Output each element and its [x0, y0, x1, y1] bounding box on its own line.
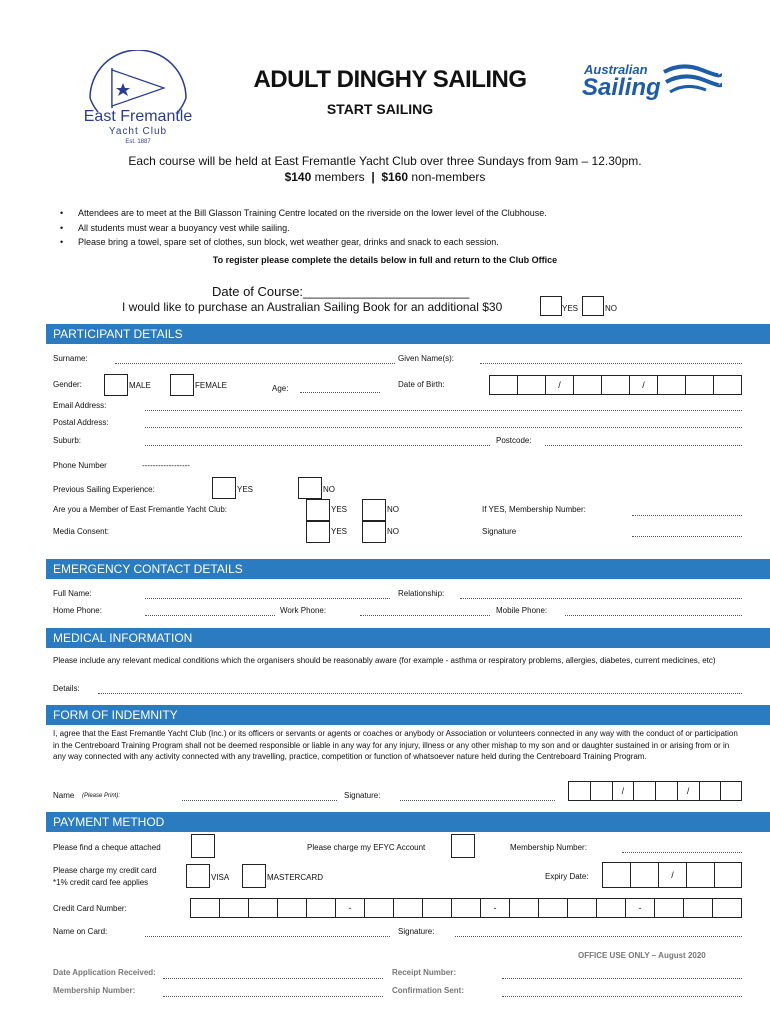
details-field[interactable]	[98, 693, 742, 694]
membership-number-field[interactable]	[632, 515, 742, 516]
list-item: • Attendees are to meet at the Bill Glasson Training Centre located on the riverside on the lower level of the Clubhouse.	[66, 206, 547, 221]
payment-signature-label: Signature:	[398, 927, 435, 936]
home-phone-label: Home Phone:	[53, 606, 102, 615]
member-no-label: NO	[387, 505, 399, 514]
age-label: Age:	[272, 384, 289, 393]
postcode-label: Postcode:	[496, 436, 532, 445]
date-received-field	[163, 978, 383, 979]
waves-icon	[662, 62, 722, 98]
postal-field[interactable]	[145, 427, 742, 428]
female-checkbox[interactable]	[170, 374, 194, 396]
indemnity-name-label: Name	[53, 791, 75, 800]
postcode-field[interactable]	[545, 445, 742, 446]
participant-signature-label: Signature	[482, 527, 517, 536]
male-checkbox[interactable]	[104, 374, 128, 396]
visa-label: VISA	[211, 873, 230, 882]
mobile-phone-field[interactable]	[565, 615, 742, 616]
book-yes-checkbox[interactable]	[540, 296, 562, 316]
non-label: non-members	[411, 170, 486, 184]
mastercard-checkbox[interactable]	[242, 864, 266, 888]
payment-membership-label: Membership Number:	[510, 843, 587, 852]
given-label: Given Name(s):	[398, 354, 455, 363]
payment-signature-field[interactable]	[455, 936, 742, 937]
media-no-label: NO	[387, 527, 399, 536]
media-yes-label: YES	[331, 527, 348, 536]
indemnity-text: I, agree that the East Fremantle Yacht Club (Inc.) or its officers or servants or agents or coaches or anybody or Association or volunteers connected in any way with the conduct of or participation in the Centreboard Training Program shall not be deemed responsible or liable in any way for any injury, illness or any other mishap to my son and or daughter sustained in or arising from or in any way connected with any activity connected with any travelling, practice, competition or function of whatsoever nature held during the Centreboard Training Program.	[53, 729, 738, 761]
intro-prices	[40, 170, 730, 184]
payment-membership-field[interactable]	[622, 852, 742, 853]
book-yes-label: YES	[562, 304, 579, 313]
club-tagline: Est. 1887	[125, 139, 151, 145]
page-title: ADULT DINGHY SAILING	[253, 66, 527, 93]
office-membership-field	[163, 996, 383, 997]
efyc-checkbox[interactable]	[451, 834, 475, 858]
intro-text: Each course will be held at East Fremantle Yacht Club over three Sundays from 9am – 12.30pm.	[128, 154, 642, 168]
gender-label: Gender:	[53, 380, 82, 389]
prev-no-checkbox[interactable]	[298, 477, 322, 499]
prev-yes-checkbox[interactable]	[212, 477, 236, 499]
media-label: Media Consent:	[53, 527, 110, 536]
price-non: $160	[381, 170, 409, 184]
postal-label: Postal Address:	[53, 418, 109, 427]
suburb-field[interactable]	[145, 445, 490, 446]
member-yes-checkbox[interactable]	[306, 499, 330, 521]
instruction-list	[66, 206, 547, 250]
home-phone-field[interactable]	[145, 615, 275, 616]
prev-yes-label: YES	[237, 485, 254, 494]
office-use-title: OFFICE USE ONLY – August 2020	[578, 951, 706, 960]
date-of-course[interactable]: Date of Course:_______________________	[212, 284, 470, 299]
book-no-checkbox[interactable]	[582, 296, 604, 316]
partner-line1: Australian	[584, 62, 648, 77]
if-yes-label: If YES, Membership Number:	[482, 505, 586, 514]
print-note: (Please Print):	[82, 793, 121, 799]
name-card-label: Name on Card:	[53, 927, 108, 936]
payment-header: PAYMENT METHOD	[46, 812, 770, 832]
card-label-1: Please charge my credit card	[53, 866, 157, 875]
prev-no-label: NO	[323, 485, 335, 494]
full-name-label: Full Name:	[53, 589, 92, 598]
price-sep: |	[371, 170, 375, 184]
slash: /	[678, 782, 700, 800]
list-item: • All students must wear a buoyancy vest while sailing.	[66, 221, 547, 236]
male-label: MALE	[129, 381, 151, 390]
club-name: East Fremantle	[83, 108, 193, 125]
cheque-checkbox[interactable]	[191, 834, 215, 858]
page-subtitle: START SAILING	[326, 101, 434, 117]
club-name-2: Yacht Club	[108, 126, 168, 137]
visa-checkbox[interactable]	[186, 864, 210, 888]
expiry-label: Expiry Date:	[545, 872, 589, 881]
phone-label: Phone Number	[53, 461, 107, 470]
participant-header: PARTICIPANT DETAILS	[46, 324, 770, 344]
indemnity-signature-label: Signature:	[344, 791, 381, 800]
work-phone-label: Work Phone:	[280, 606, 327, 615]
slash: /	[630, 376, 658, 394]
receipt-label: Receipt Number:	[392, 968, 457, 977]
price-members: $140	[284, 170, 312, 184]
efyc-label: Please charge my EFYC Account	[307, 843, 426, 852]
medical-text: Please include any relevant medical conditions which the organisers should be reasonably aware (for example - asthma or respiratory problems, allergies, diabetes, current medicines, etc)	[53, 656, 716, 665]
dash: -	[336, 899, 365, 917]
partner-line2: Sailing	[582, 74, 661, 101]
indemnity-header: FORM OF INDEMNITY	[46, 705, 770, 725]
mastercard-label: MASTERCARD	[267, 873, 324, 882]
female-label: FEMALE	[195, 381, 228, 390]
mobile-phone-label: Mobile Phone:	[496, 606, 548, 615]
confirmation-field	[502, 996, 742, 997]
surname-label: Surname:	[53, 354, 88, 363]
name-card-field[interactable]	[145, 936, 390, 937]
prev-exp-label: Previous Sailing Experience:	[53, 485, 155, 494]
member-no-checkbox[interactable]	[362, 499, 386, 521]
list-item: • Please bring a towel, spare set of clothes, sun block, wet weather gear, drinks and snack to each session.	[66, 235, 547, 250]
work-phone-field[interactable]	[360, 615, 490, 616]
relationship-label: Relationship:	[398, 589, 445, 598]
email-field[interactable]	[145, 410, 742, 411]
slash: /	[613, 782, 635, 800]
phone-field[interactable]: ------------------	[142, 461, 190, 470]
dash: -	[626, 899, 655, 917]
media-no-checkbox[interactable]	[362, 521, 386, 543]
full-name-field[interactable]	[145, 598, 390, 599]
medical-header: MEDICAL INFORMATION	[46, 628, 770, 648]
indemnity-name-field[interactable]	[182, 800, 337, 801]
dob-label: Date of Birth:	[398, 380, 445, 389]
age-field[interactable]	[300, 392, 380, 393]
dash: -	[481, 899, 510, 917]
slash: /	[659, 863, 687, 887]
relationship-field[interactable]	[460, 598, 742, 599]
receipt-field	[502, 978, 742, 979]
expiry-field[interactable]	[602, 862, 742, 888]
register-note: To register please complete the details below in full and return to the Club Office	[212, 255, 558, 265]
members-label: members	[314, 170, 365, 184]
media-yes-checkbox[interactable]	[306, 521, 330, 543]
slash: /	[546, 376, 574, 394]
suburb-label: Suburb:	[53, 436, 82, 445]
office-membership-label: Membership Number:	[53, 986, 136, 995]
confirmation-label: Confirmation Sent:	[392, 986, 464, 995]
member-yes-label: YES	[331, 505, 348, 514]
ccn-field[interactable]	[190, 898, 742, 918]
details-label: Details:	[53, 684, 80, 693]
emergency-header: EMERGENCY CONTACT DETAILS	[46, 559, 770, 579]
ccn-label: Credit Card Number:	[53, 904, 127, 913]
book-no-label: NO	[605, 304, 617, 313]
book-question: I would like to purchase an Australian Sailing Book for an additional $30	[122, 300, 503, 314]
member-question: Are you a Member of East Fremantle Yacht Club:	[53, 505, 228, 514]
australian-sailing-logo	[582, 60, 722, 108]
card-label-2: *1% credit card fee applies	[53, 878, 149, 887]
cheque-label: Please find a cheque attached	[53, 843, 161, 852]
dob-field[interactable]	[489, 375, 742, 395]
date-received-label: Date Application Received:	[53, 968, 156, 977]
given-field[interactable]	[480, 363, 742, 364]
indemnity-date-field[interactable]	[568, 781, 742, 801]
indemnity-signature-field[interactable]	[400, 800, 555, 801]
participant-signature-field[interactable]	[632, 536, 742, 537]
email-label: Email Address:	[53, 401, 107, 410]
surname-field[interactable]	[115, 363, 395, 364]
